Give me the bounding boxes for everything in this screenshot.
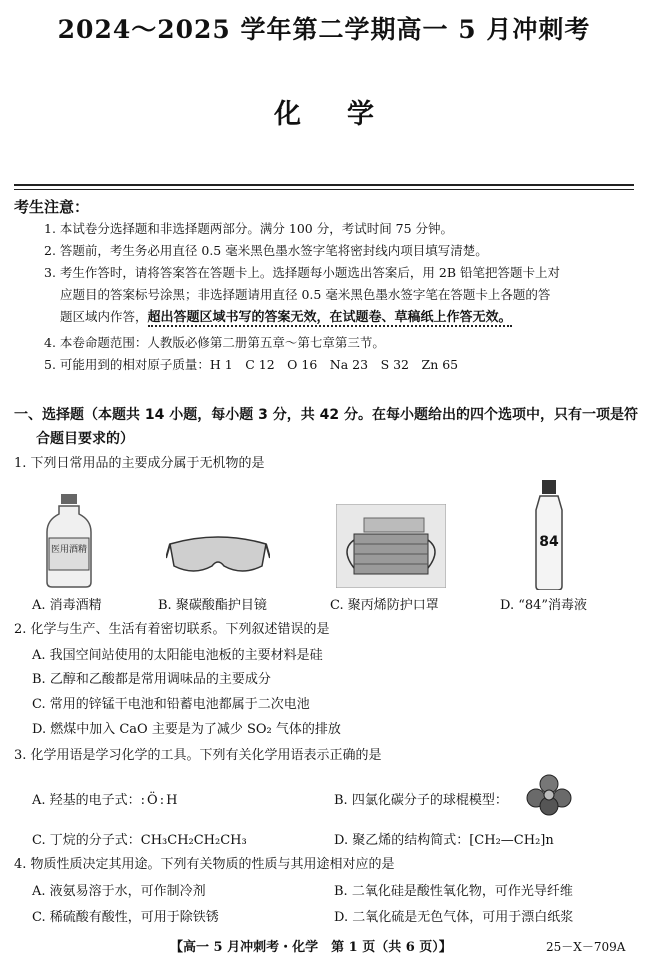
q2-stem: 2. 化学与生产、生活有着密切联系。下列叙述错误的是 [14, 622, 330, 637]
q4-option-c: C. 稀硫酸有酸性，可用于除铁锈 [32, 910, 219, 925]
subject-title: 化学 [274, 99, 420, 130]
notice-item-4: 4. 本卷命题范围：人教版必修第二册第五章～第七章第三节。 [44, 335, 385, 350]
q2-option-d: D. 燃煤中加入 CaO 主要是为了减少 SO₂ 气体的排放 [32, 722, 341, 737]
section-heading-line2: 合题目要求的） [36, 431, 134, 447]
exam-title: 2024～2025 学年第二学期高一 5 月冲刺考 [57, 15, 591, 44]
ccl4-ball-stick-model-image [526, 774, 572, 816]
disinfectant-84-label: 84 [539, 534, 559, 550]
notice-heading: 考生注意： [14, 198, 90, 216]
q3-option-c: C. 丁烷的分子式：CH₃CH₂CH₂CH₃ [32, 833, 247, 848]
q2-option-b: B. 乙醇和乙酸都是常用调味品的主要成分 [32, 672, 271, 687]
polyethylene-formula: [CH₂—CH₂]n [469, 833, 554, 848]
q3-option-d-label: D. 聚乙烯的结构简式： [334, 833, 470, 848]
q1-option-d: D. “84”消毒液 [500, 598, 588, 613]
notice-emphasis: 超出答题区域书写的答案无效，在试题卷、草稿纸上作答无效。 [147, 310, 512, 325]
q3-option-a [32, 789, 179, 808]
header-divider [14, 184, 634, 186]
exam-code: 25－X－709A [546, 940, 626, 954]
section-heading-line1: 一、选择题（本题共 14 小题，每小题 3 分，共 42 分。在每小题给出的四个选项中，只有一项是符 [14, 407, 638, 423]
q3-option-b: B. 四氯化碳分子的球棍模型： [334, 793, 508, 808]
q4-stem: 4. 物质性质决定其用途。下列有关物质的性质与其用途相对应的是 [14, 857, 395, 872]
q1-option-c: C. 聚丙烯防护口罩 [330, 598, 439, 613]
notice-item-3-cont: 应题目的答案标号涂黑；非选择题请用直径 0.5 毫米黑色墨水签字笔在答题卡上各题的答 [60, 287, 551, 302]
q3-stem: 3. 化学用语是学习化学的工具。下列有关化学用语表示正确的是 [14, 748, 382, 763]
q4-option-a: A. 液氨易溶于水，可作制冷剂 [32, 884, 206, 899]
q1-option-a: A. 消毒酒精 [32, 598, 102, 613]
safety-goggles-image [166, 530, 270, 580]
q1-stem: 1. 下列日常用品的主要成分属于无机物的是 [14, 456, 265, 471]
notice-item-3: 3. 考生作答时，请将答案答在答题卡上。选择题每小题选出答案后，用 2B 铅笔把答题卡上对 [44, 265, 560, 280]
q1-option-b: B. 聚碳酸酯护目镜 [158, 598, 267, 613]
q3-option-a-label: A. 羟基的电子式： [32, 793, 141, 808]
alcohol-bottle-label: 医用酒精 [50, 545, 88, 555]
notice-item-2: 2. 答题前，考生务必用直径 0.5 毫米黑色墨水签字笔将密封线内项目填写清楚。 [44, 243, 488, 258]
q4-option-b: B. 二氧化硅是酸性氧化物，可作光导纤维 [334, 884, 573, 899]
notice-item-3-end [60, 306, 512, 329]
face-mask-image [336, 504, 446, 588]
header-divider-thin [14, 189, 634, 190]
hydroxyl-electron-formula: :Ö:H [140, 793, 180, 808]
section-heading [14, 403, 638, 451]
notice-item-5: 5. 可能用到的相对原子质量：H 1 C 12 O 16 Na 23 S 32 Zn 65 [44, 357, 459, 372]
alcohol-bottle-image [44, 494, 94, 588]
q2-option-c: C. 常用的锌锰干电池和铅蓄电池都属于二次电池 [32, 697, 310, 712]
notice-item-1: 1. 本试卷分选择题和非选择题两部分。满分 100 分，考试时间 75 分钟。 [44, 221, 454, 236]
q4-option-d: D. 二氧化硫是无色气体，可用于漂白纸浆 [334, 910, 574, 925]
q3-option-d [334, 829, 554, 848]
q2-option-a: A. 我国空间站使用的太阳能电池板的主要材料是硅 [32, 648, 323, 663]
disinfectant-84-bottle-image [532, 480, 566, 590]
page-footer: 【高一 5 月冲刺考・化学 第 1 页（共 6 页）】 [170, 940, 452, 955]
notice-item-3-tail: 题区域内作答， [60, 309, 148, 324]
